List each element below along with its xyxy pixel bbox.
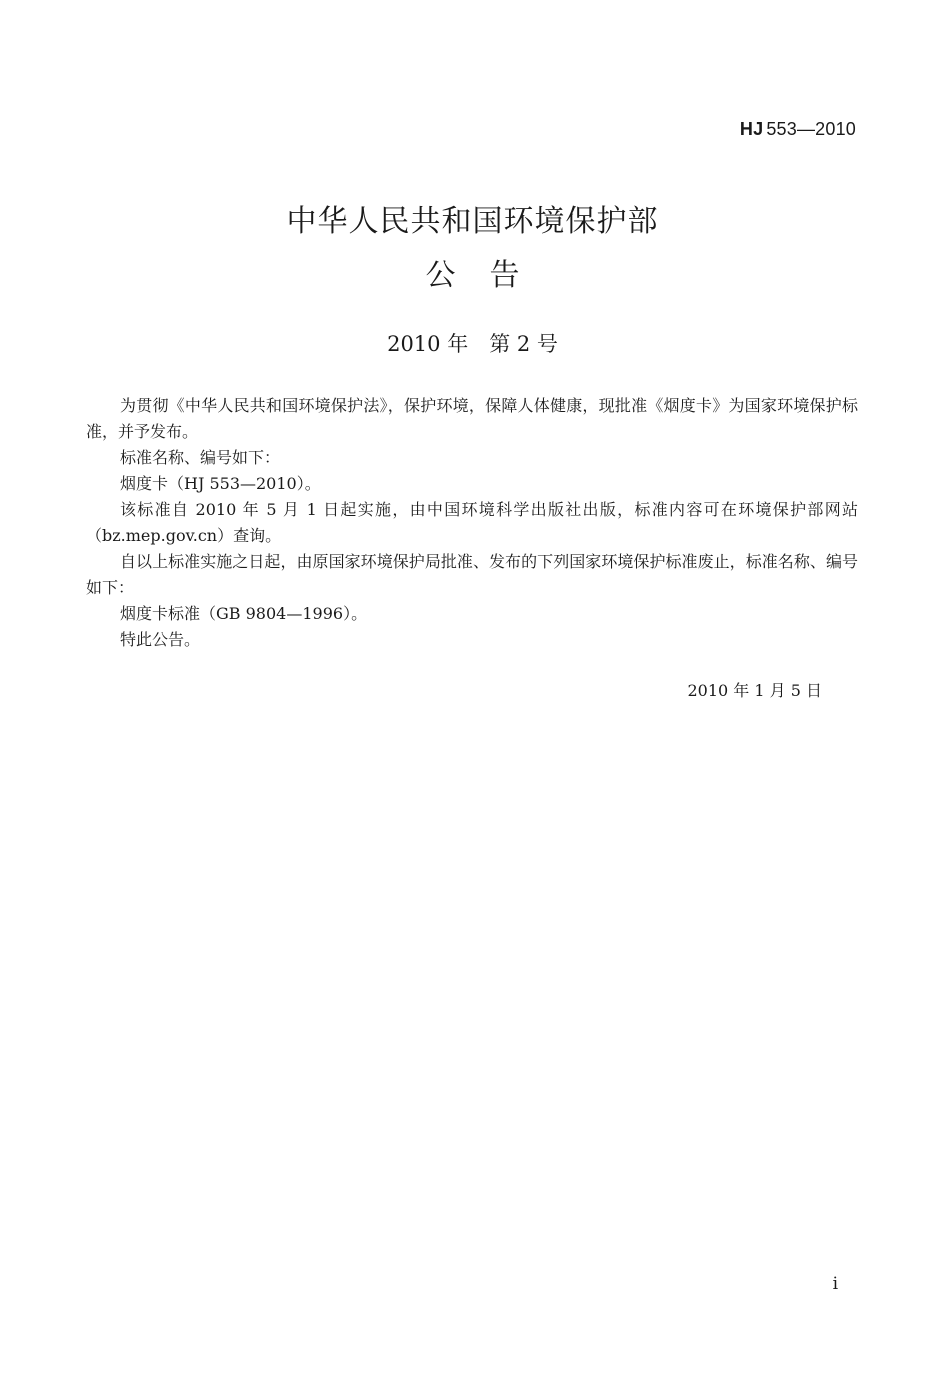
paragraph-approval: 为贯彻《中华人民共和国环境保护法》，保护环境，保障人体健康，现批准《烟度卡》为国家环境保护标准，并予发布。 bbox=[86, 396, 858, 441]
standard-code-prefix: HJ bbox=[739, 119, 764, 139]
paragraph-standard-label: 标准名称、编号如下： bbox=[120, 448, 281, 467]
standard-code bbox=[740, 119, 856, 140]
notice-title: 公告 bbox=[425, 258, 554, 293]
standard-code-number: 553—2010 bbox=[766, 119, 856, 139]
notice-body bbox=[86, 393, 858, 653]
paragraph-effective-date: 该标准自 2010 年 5 月 1 日起实施，由中国环境科学出版社出版，标准内容可在环境保护部网站（bz.mep.gov.cn）查询。 bbox=[86, 500, 858, 545]
agency-title: 中华人民共和国环境保护部 bbox=[286, 204, 659, 239]
page-number: i bbox=[832, 1274, 838, 1294]
paragraph-closing: 特此公告。 bbox=[120, 630, 201, 649]
paragraph-standard-name: 烟度卡（HJ 553—2010）。 bbox=[120, 474, 321, 493]
notice-number: 2010 年 第 2 号 bbox=[387, 332, 558, 356]
paragraph-repeal: 自以上标准实施之日起，由原国家环境保护局批准、发布的下列国家环境保护标准废止，标准名称、编号如下： bbox=[86, 552, 858, 597]
signature-date: 2010 年 1 月 5 日 bbox=[687, 681, 822, 700]
paragraph-repealed-standard: 烟度卡标准（GB 9804—1996）。 bbox=[120, 604, 368, 623]
